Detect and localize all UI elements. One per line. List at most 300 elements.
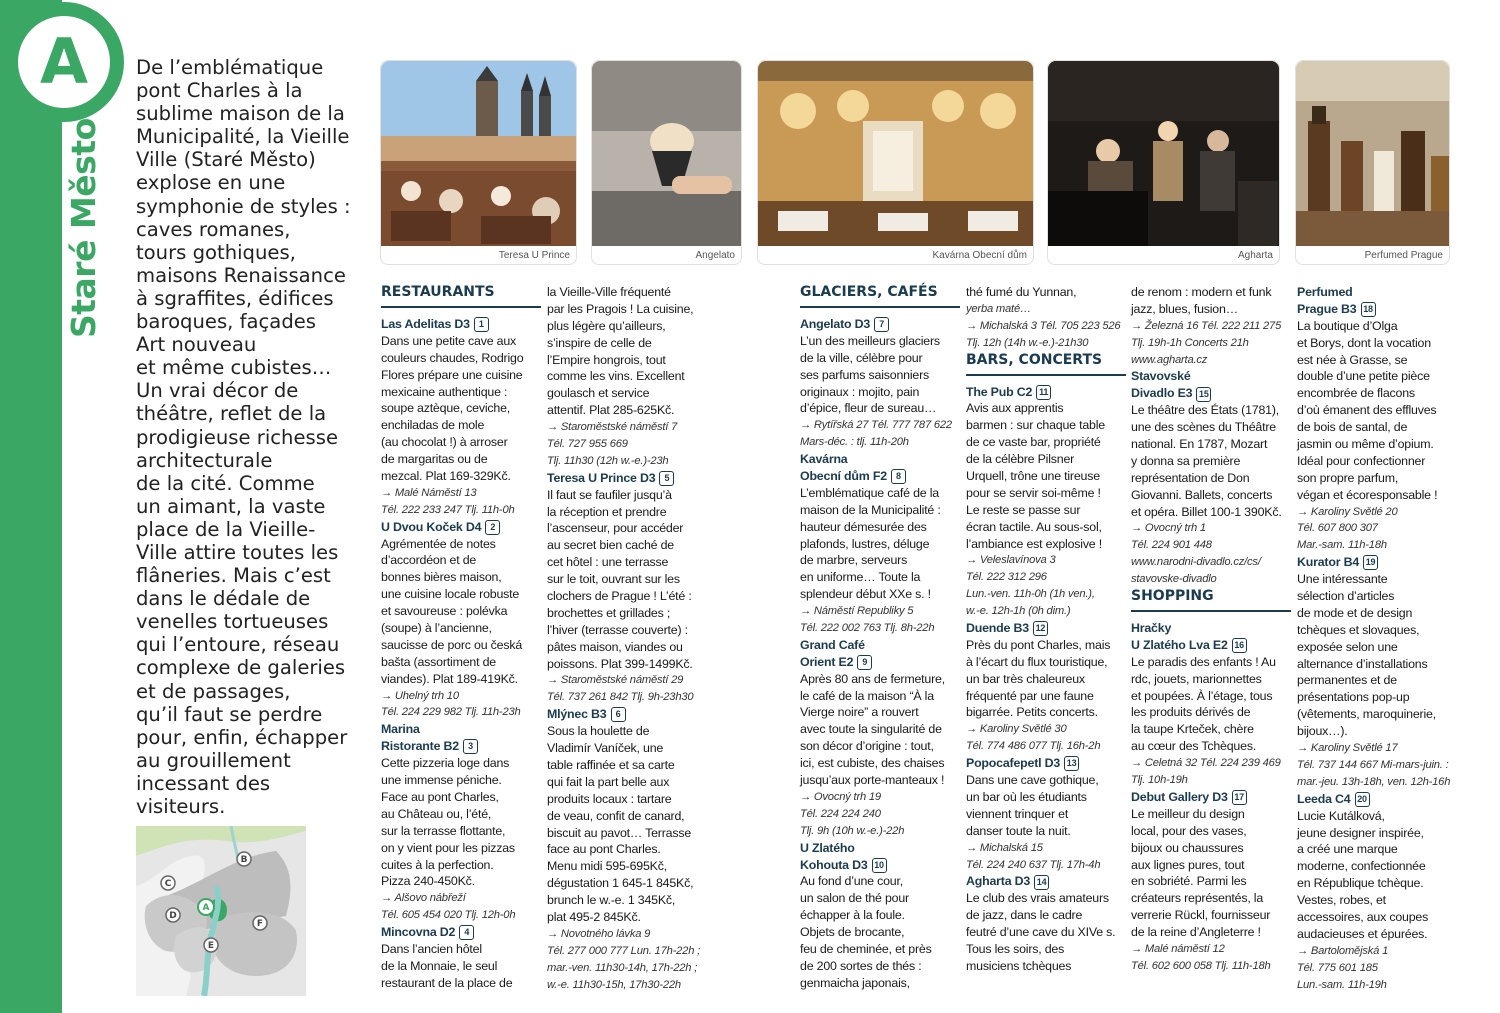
info-line-text: → Michalská 15: [966, 841, 1043, 854]
info-line: [1297, 740, 1457, 757]
body-line-text: en République tchèque.: [1297, 876, 1424, 891]
body-line: [547, 841, 707, 858]
body-line-text: Le club des vrais amateurs: [966, 891, 1109, 906]
body-line: [1131, 840, 1291, 857]
venue-number-badge: 4: [459, 925, 474, 940]
info-line-text: Tlj. 19h-1h Concerts 21h: [1131, 336, 1249, 349]
photo-caption: Angelato: [695, 250, 735, 261]
body-line: [800, 502, 960, 519]
section-heading-text: SHOPPING: [1131, 588, 1214, 605]
body-line-text: barmen : sur chaque table: [966, 418, 1105, 433]
body-line: [1131, 738, 1291, 755]
body-line: [1297, 909, 1457, 926]
body-line-text: bašta (assortiment de: [381, 654, 496, 669]
body-line-text: jeune designer inspirée,: [1297, 825, 1424, 840]
venue-name-text: Duende B3: [966, 621, 1029, 636]
body-line-text: La boutique d’Olga: [1297, 318, 1398, 333]
body-line-text: ses parfums saisonniers: [800, 367, 929, 382]
section-sidebar: [0, 0, 62, 1013]
intro-line: tours gothiques,: [136, 240, 296, 264]
body-line: [381, 384, 541, 401]
body-line-text: au secret bien caché de: [547, 538, 674, 553]
body-line: [800, 552, 960, 569]
body-line: [1131, 857, 1291, 874]
venue-number-badge: 1: [474, 317, 489, 332]
venue-number-badge: 20: [1355, 792, 1370, 807]
column-bars-concerts: [966, 284, 1126, 975]
body-line-text: poissons. Plat 399-1499Kč.: [547, 656, 693, 671]
info-line-text: → Malé Náměstí 13: [381, 486, 477, 499]
info-line-text: Tlj. 9h (10h w.-e.)-22h: [800, 824, 905, 837]
body-line-text: représentation de Don: [1131, 470, 1250, 485]
venue-name-text: Kavárna: [800, 452, 848, 467]
body-line: [966, 284, 1126, 301]
info-line: [1131, 772, 1291, 789]
body-line: [1297, 419, 1457, 436]
body-line-text: de jazz, dans le cadre: [966, 908, 1083, 923]
body-line: [800, 975, 960, 992]
venue-name-text: The Pub C2: [966, 384, 1033, 399]
body-line-text: alternance d’installations: [1297, 656, 1428, 671]
column-glaciers-cafes: [800, 284, 960, 992]
body-line-text: l’Empire hongrois, tout: [547, 352, 666, 367]
body-line-text: et opéra. Billet 100-1 390Kč.: [1131, 504, 1282, 519]
venue-name: [966, 620, 1126, 637]
info-line-text: Tél. 775 601 185: [1297, 961, 1378, 974]
venue-name-text: U Zlatého Lva E2: [1131, 637, 1228, 652]
body-line-text: Le meilleur du design: [1131, 806, 1245, 821]
info-line: [1131, 318, 1291, 335]
body-line: [966, 451, 1126, 468]
venue-name: [381, 519, 541, 536]
body-line-text: feu de cheminée, et près: [800, 941, 932, 956]
venue-number-badge: 2: [485, 520, 500, 535]
body-line-text: plat 495-2 845Kč.: [547, 909, 641, 924]
venue-number-badge: 19: [1363, 555, 1378, 570]
map-graphic: [136, 826, 306, 996]
intro-line: dans le dédale de: [136, 587, 311, 611]
body-line: [1131, 654, 1291, 671]
intro-line: visiteurs.: [136, 795, 226, 818]
info-line-text: → Karoliny Světlé 30: [966, 723, 1067, 736]
venue-name-text: U Dvou Koček D4: [381, 519, 482, 534]
body-line-text: comme les vins. Excellent: [547, 369, 685, 384]
body-line: [800, 738, 960, 755]
body-line-text: de marbre, serveurs: [800, 553, 908, 568]
info-line: [547, 419, 707, 436]
info-line-text: → Náměstí Republiky 5: [800, 605, 914, 618]
body-line: [1131, 823, 1291, 840]
body-line: [966, 654, 1126, 671]
body-line: [800, 569, 960, 586]
body-line-text: permanentes et de: [1297, 673, 1397, 688]
body-line: [547, 808, 707, 825]
body-line-text: feutré d’une cave du XIVe s.: [966, 925, 1116, 940]
intro-line: symphonie de styles :: [136, 194, 351, 218]
info-line-text: → Ovocný trh 19: [800, 790, 881, 803]
body-line: [1131, 504, 1291, 521]
info-line-text: Mar.-sam. 11h-18h: [1297, 539, 1387, 552]
info-line-text: w.-e. 12h-1h (0h dim.): [966, 605, 1071, 618]
info-line-text: → Bartolomějská 1: [1297, 944, 1389, 957]
body-line-text: échapper à la foule.: [800, 908, 905, 923]
body-line-text: de bois de santal, de: [1297, 420, 1408, 435]
body-line-text: bigarrée. Petits concerts.: [966, 705, 1098, 720]
body-line: [1131, 436, 1291, 453]
body-line: [1131, 402, 1291, 419]
venue-name-text: Popocafepetl D3: [966, 756, 1061, 771]
venue-number-badge: 6: [611, 707, 626, 722]
intro-line: incessant des: [136, 771, 271, 795]
intro-line: Ville attire toutes les: [136, 540, 339, 564]
body-line: [1131, 721, 1291, 738]
photo-angelato: [591, 60, 742, 265]
body-line-text: présentations pop-up: [1297, 690, 1410, 705]
info-line: [547, 436, 707, 453]
body-line-text: Dans une petite cave aux: [381, 333, 517, 348]
info-line-text: → Malé náměstí 12: [1131, 942, 1225, 955]
body-line: [1297, 436, 1457, 453]
body-line: [381, 536, 541, 553]
body-line: [381, 857, 541, 874]
photo-perfumed-prague: [1295, 60, 1450, 265]
info-line-text: Tél. 224 224 240: [800, 807, 881, 820]
body-line: [800, 384, 960, 401]
info-line: [966, 840, 1126, 857]
venue-number-badge: 17: [1232, 790, 1247, 805]
body-line: [800, 772, 960, 789]
body-line-text: rdc, jouets, marionnettes: [1131, 671, 1262, 686]
body-line-text: végan et écoresponsable !: [1297, 487, 1438, 502]
venue-name: [800, 840, 960, 857]
venue-number-badge: 3: [463, 739, 478, 754]
intro-line: pour, enfin, échapper: [136, 725, 348, 749]
body-line-text: pour se servir soi-même !: [966, 485, 1101, 500]
venue-name: [800, 451, 960, 468]
venue-name: [381, 721, 541, 738]
body-line: [547, 791, 707, 808]
body-line-text: par les Pragois ! La cuisine,: [547, 301, 694, 316]
body-line: [381, 637, 541, 654]
body-line-text: Agrémentée de notes: [381, 536, 496, 551]
venue-name: [1131, 385, 1291, 402]
body-line-text: encombrée de flacons: [1297, 386, 1415, 401]
body-line-text: l’ascenseur, pour accéder: [547, 521, 684, 536]
body-line-text: genmaicha japonais,: [800, 975, 910, 990]
body-line: [381, 755, 541, 772]
body-line: [547, 301, 707, 318]
intro-line: flâneries. Mais c’est: [136, 564, 331, 588]
venue-name: [381, 316, 541, 333]
body-line-text: Menu midi 595-695Kč,: [547, 859, 667, 874]
venue-name-text: Marina: [381, 722, 420, 737]
intro-line: explose en une: [136, 171, 286, 195]
info-line-text: → Staroměstské náměstí 7: [547, 421, 678, 434]
body-line-text: et poupées. À l’étage, tous: [1131, 688, 1273, 703]
body-line: [547, 740, 707, 757]
info-line: [381, 907, 541, 924]
body-line-text: exposée selon une: [1297, 639, 1398, 654]
intro-line: et de passages,: [136, 679, 291, 703]
info-line: [1131, 941, 1291, 958]
body-line-text: face au pont Charles.: [547, 842, 661, 857]
info-line-text: Tél. 602 600 058 Tlj. 11h-18h: [1131, 959, 1271, 972]
body-line-text: jasmin ou même d’opium.: [1297, 437, 1434, 452]
body-line: [547, 520, 707, 537]
body-line: [1131, 301, 1291, 318]
map-marker-c: C: [164, 879, 172, 889]
body-line: [381, 654, 541, 671]
body-line-text: bijoux ou chaussures: [1131, 840, 1244, 855]
body-line: [1297, 689, 1457, 706]
info-line-text: → Celetná 32 Tél. 224 239 469: [1131, 757, 1281, 770]
body-line-text: son propre parfum,: [1297, 470, 1399, 485]
body-line: [800, 485, 960, 502]
body-line: [1131, 907, 1291, 924]
info-line: [966, 569, 1126, 586]
body-line-text: de margaritas ou de: [381, 452, 488, 467]
body-line-text: au cœur des Tchèques.: [1131, 739, 1257, 754]
info-line-text: → Železná 16 Tél. 222 211 275: [1131, 319, 1282, 332]
venue-name: [381, 924, 541, 941]
body-line-text: Près du pont Charles, mais: [966, 637, 1111, 652]
body-line: [966, 502, 1126, 519]
venue-number-badge: 16: [1232, 638, 1247, 653]
venue-number-badge: 11: [1036, 385, 1051, 400]
body-line-text: de la ville, célèbre pour: [800, 350, 923, 365]
venue-number-badge: 5: [659, 471, 674, 486]
body-line: [966, 434, 1126, 451]
section-heading: [966, 352, 1126, 376]
body-line: [1297, 672, 1457, 689]
info-line-text: → Karoliny Světlé 20: [1297, 505, 1398, 518]
body-line-text: audacieuses et épurées.: [1297, 926, 1428, 941]
body-line: [966, 417, 1126, 434]
info-line-text: Tél. 222 002 763 Tlj. 8h-22h: [800, 622, 935, 635]
body-line: [381, 958, 541, 975]
body-line-text: double d’une petite pièce: [1297, 369, 1430, 384]
body-line-text: Après 80 ans de fermeture,: [800, 671, 945, 686]
body-line: [1297, 639, 1457, 656]
body-line: [966, 468, 1126, 485]
body-line-text: Dans l’ancien hôtel: [381, 941, 482, 956]
body-line-text: la taupe Krteček, chère: [1131, 722, 1254, 737]
body-line: [1131, 688, 1291, 705]
column-restaurants: [381, 284, 541, 992]
info-line: [547, 926, 707, 943]
body-line-text: cuites à la perfection.: [381, 857, 494, 872]
body-line-text: un salon de thé pour: [800, 891, 909, 906]
photo-caption: Perfumed Prague: [1364, 250, 1443, 261]
body-line-text: l’ambiance est explosive !: [966, 536, 1102, 551]
venue-number-badge: 15: [1196, 387, 1211, 402]
venue-name: [966, 755, 1126, 772]
body-line-text: à l’écart du flux touristique,: [966, 654, 1108, 669]
body-line-text: biscuit au pavot… Terrasse: [547, 825, 692, 840]
body-line: [547, 385, 707, 402]
info-line-text: Tél. 222 312 296: [966, 571, 1047, 584]
info-line-text: mar.-jeu. 13h-18h, ven. 12h-16h: [1297, 775, 1451, 788]
body-line: [547, 858, 707, 875]
info-line: [800, 789, 960, 806]
body-line-text: bonnes bières maison,: [381, 570, 502, 585]
info-line-text: stavovske-divadlo: [1131, 573, 1217, 586]
intro-line: pont Charles à la: [136, 79, 303, 103]
body-line: [547, 318, 707, 335]
photo-agharta: [1047, 60, 1280, 265]
body-line: [800, 333, 960, 350]
venue-name-text: Prague B3: [1297, 301, 1357, 316]
info-line: [966, 586, 1126, 603]
venue-name: [800, 468, 960, 485]
info-line: [1297, 520, 1457, 537]
body-line-text: une immense péniche.: [381, 773, 502, 788]
body-line: [1297, 841, 1457, 858]
info-line: [1131, 335, 1291, 352]
body-line-text: la réception et prendre: [547, 504, 667, 519]
body-line-text: viennent trinquer et: [966, 806, 1069, 821]
venue-name: [966, 873, 1126, 890]
body-line: [1297, 723, 1457, 740]
venue-name: [800, 857, 960, 874]
venue-name-text: Divadlo E3: [1131, 386, 1193, 401]
info-line-text: w.-e. 11h30-15h, 17h30-22h: [547, 978, 681, 991]
body-line-text: qui fait la part belle aux: [547, 774, 670, 789]
body-line: [1297, 656, 1457, 673]
info-line-text: Tél. 277 000 777 Lun. 17h-22h ;: [547, 944, 701, 957]
body-line-text: plus légère qu’ailleurs,: [547, 318, 666, 333]
body-line: [966, 671, 1126, 688]
body-line-text: Cette pizzeria loge dans: [381, 756, 510, 771]
body-line: [547, 368, 707, 385]
body-line: [800, 586, 960, 603]
body-line: [381, 789, 541, 806]
body-line-text: écran tactile. Au sous-sol,: [966, 519, 1102, 534]
body-line: [1131, 453, 1291, 470]
venue-name-text: Las Adelitas D3: [381, 317, 470, 331]
body-line-text: Le théâtre des États (1781),: [1131, 403, 1280, 418]
body-line-text: hauteur démesurée des: [800, 519, 927, 534]
map-marker-b: B: [240, 855, 248, 865]
info-line: [1297, 504, 1457, 521]
body-line-text: Au fond d’une cour,: [800, 874, 903, 889]
body-line-text: l’hiver (terrasse couverte) :: [547, 622, 688, 637]
map-marker-e: E: [207, 941, 215, 951]
body-line: [547, 757, 707, 774]
body-line: [381, 400, 541, 417]
body-line: [547, 402, 707, 419]
info-line: [800, 620, 960, 637]
body-line-text: dégustation 1 645-1 845Kč,: [547, 876, 694, 891]
body-line: [800, 721, 960, 738]
body-line: [547, 554, 707, 571]
body-line: [381, 417, 541, 434]
body-line-text: saucisse de porc ou česká: [381, 637, 523, 652]
info-line: [547, 453, 707, 470]
body-line: [1297, 318, 1457, 335]
info-line-text: www.agharta.cz: [1131, 353, 1208, 366]
body-line: [381, 586, 541, 603]
body-line: [966, 924, 1126, 941]
body-line-text: de renom : modern et funk: [1131, 285, 1272, 299]
body-line: [1131, 487, 1291, 504]
body-line: [1297, 470, 1457, 487]
body-line: [1297, 453, 1457, 470]
body-line: [1131, 704, 1291, 721]
info-line-text: → Ovocný trh 1: [1131, 522, 1206, 535]
intro-line: Art nouveau: [136, 333, 257, 357]
venue-name: [381, 738, 541, 755]
body-line: [966, 941, 1126, 958]
info-line: [800, 434, 960, 451]
body-line-text: verrerie Rückl, fournisseur: [1131, 908, 1271, 923]
body-line: [381, 873, 541, 890]
body-line: [1297, 605, 1457, 622]
info-line-text: mar.-ven. 11h30-14h, 17h-22h ;: [547, 961, 698, 974]
body-line-text: les produits dérivés de: [1131, 705, 1251, 720]
info-line: [1297, 977, 1457, 994]
body-line: [381, 975, 541, 992]
body-line: [800, 350, 960, 367]
section-heading: [800, 284, 960, 308]
info-line: [1131, 520, 1291, 537]
body-line-text: Face au pont Charles,: [381, 789, 499, 804]
body-line-text: couleurs chaudes, Rodrigo: [381, 350, 524, 365]
body-line-text: et savoureuse : polévka: [381, 604, 508, 619]
info-line-text: Tlj. 11h30 (12h w.-e.)-23h: [547, 454, 669, 467]
body-line-text: le café de la maison “À la: [800, 688, 934, 703]
venue-name: [1297, 284, 1457, 301]
body-line: [800, 890, 960, 907]
body-line: [800, 400, 960, 417]
venue-name: [1297, 554, 1457, 571]
body-line: [381, 840, 541, 857]
body-line-text: une cuisine locale robuste: [381, 587, 520, 602]
body-line-text: Flores prépare une cuisine: [381, 367, 523, 382]
info-line: [966, 721, 1126, 738]
photo-caption: Kavárna Obecní dům: [932, 250, 1027, 261]
intro-line: Ville (Staré Město): [136, 148, 316, 172]
venue-number-badge: 13: [1064, 756, 1079, 771]
body-line: [381, 806, 541, 823]
body-line: [966, 890, 1126, 907]
body-line-text: mezcal. Plat 169-329Kč.: [381, 469, 511, 484]
venue-name: [1297, 301, 1457, 318]
body-line: [547, 487, 707, 504]
info-line: [1297, 757, 1457, 774]
body-line: [800, 873, 960, 890]
venue-name: [1131, 637, 1291, 654]
info-line-text: Lun.-sam. 11h-19h: [1297, 978, 1387, 991]
info-line-text: → Karoliny Světlé 17: [1297, 742, 1398, 755]
body-line: [547, 622, 707, 639]
info-line: [800, 806, 960, 823]
venue-name-text: Obecní dům F2: [800, 469, 887, 484]
venue-name: [547, 470, 707, 487]
body-line-text: L’un des meilleurs glaciers: [800, 333, 940, 348]
venue-name: [800, 654, 960, 671]
info-line: [966, 335, 1126, 352]
body-line-text: (au chocolat !) à arroser: [381, 435, 508, 450]
body-line: [381, 367, 541, 384]
body-line: [1297, 825, 1457, 842]
body-line: [547, 875, 707, 892]
body-line-text: aux lignes pures, tout: [1131, 857, 1245, 872]
body-line: [381, 434, 541, 451]
section-heading-text: RESTAURANTS: [381, 284, 495, 300]
body-line: [800, 924, 960, 941]
body-line: [800, 536, 960, 553]
